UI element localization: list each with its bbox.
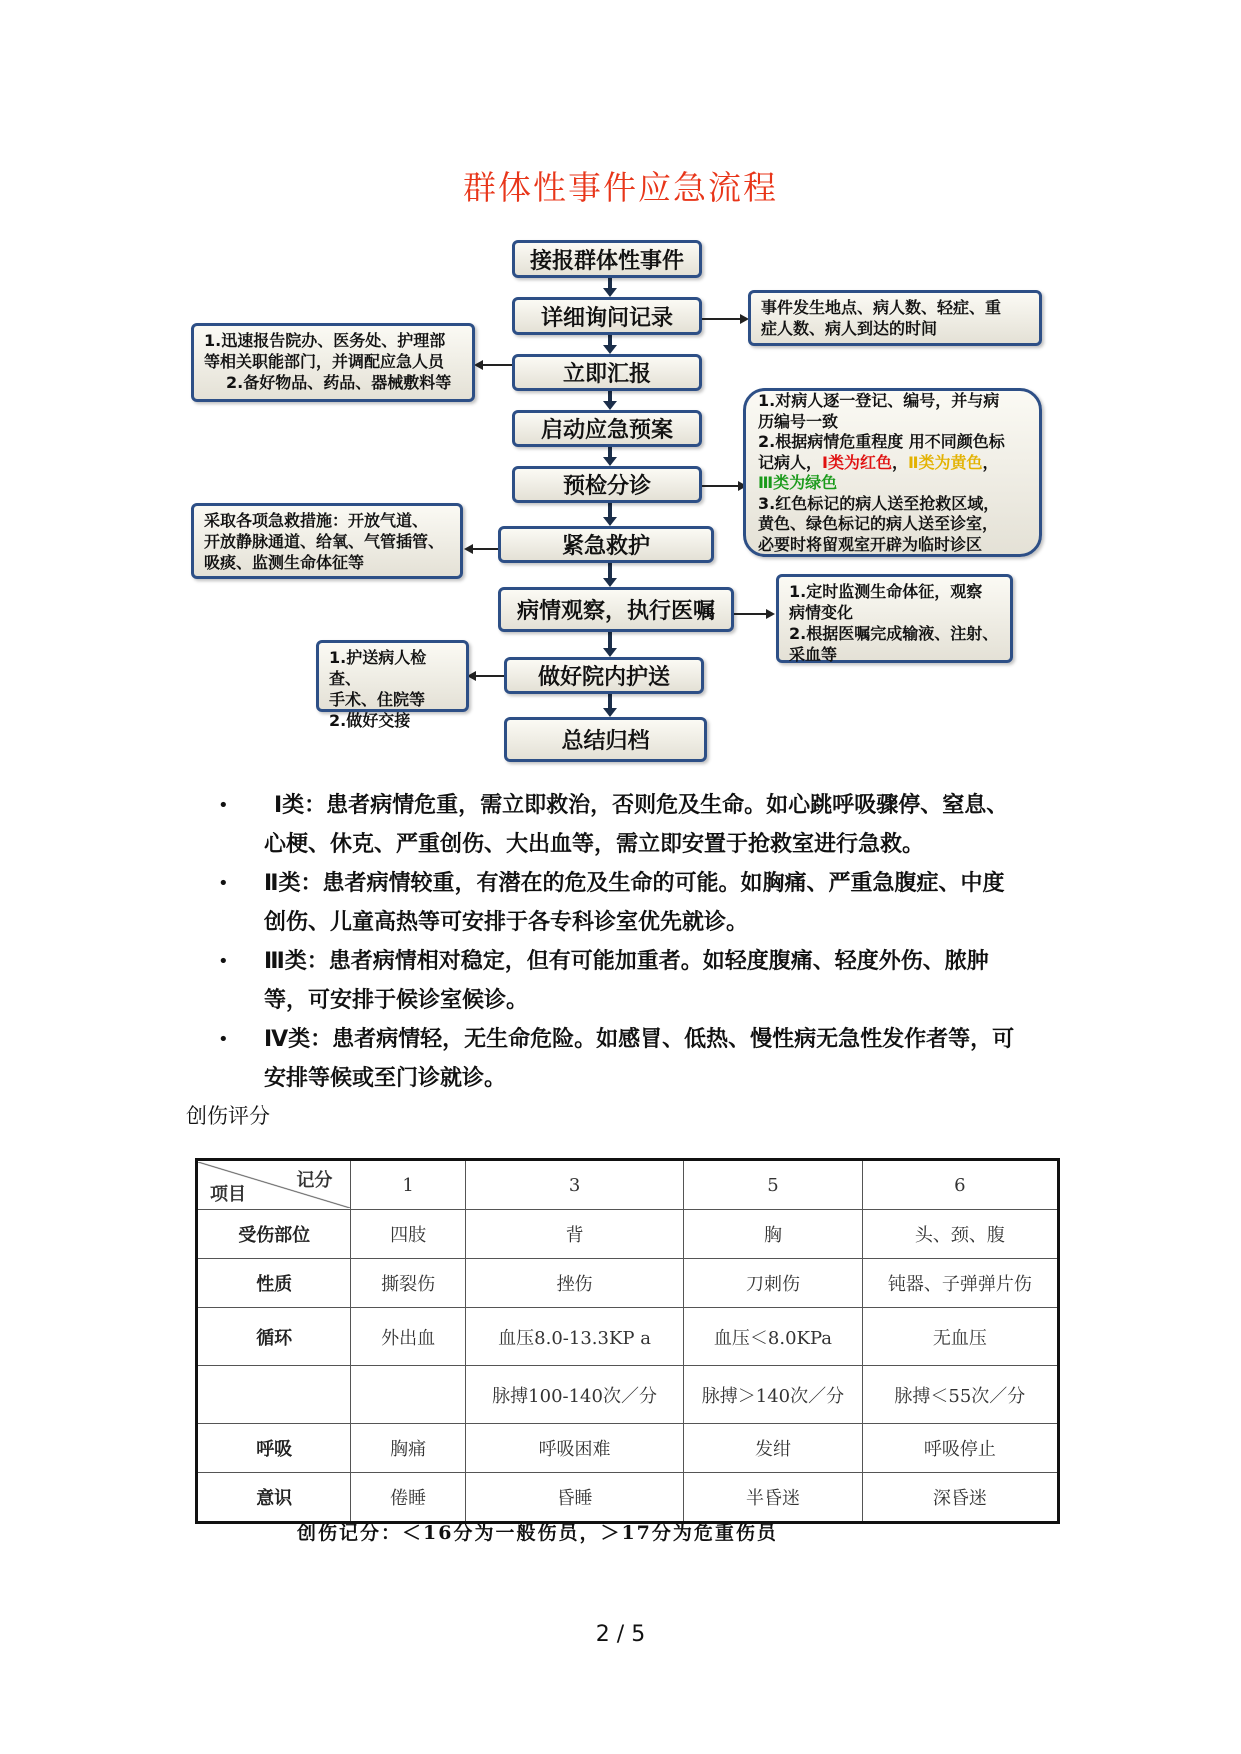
table-cell: 胸痛: [351, 1424, 466, 1473]
arrow-left-icon: [474, 360, 483, 370]
connector: [608, 632, 612, 649]
note-line: 吸痰、监测生命体征等: [204, 553, 365, 572]
note-rescue-measures: [191, 503, 463, 579]
note-triage-colors: [743, 388, 1042, 557]
arrow-down-icon: [603, 401, 617, 410]
note-line: 历编号一致: [758, 411, 839, 431]
connector: [734, 613, 768, 615]
step-triage: 预检分诊: [512, 466, 702, 503]
step-report-immediately: 立即汇报: [512, 354, 702, 391]
table-cell: 挫伤: [465, 1259, 683, 1308]
list-item-line: Ⅲ类：患者病情相对稳定，但有可能加重者。如轻度腹痛、轻度外伤、脓肿: [264, 949, 989, 974]
connector: [608, 503, 612, 518]
table-cell: 血压8.0-13.3KP a: [465, 1308, 683, 1366]
table-cell: 无血压: [862, 1308, 1058, 1366]
list-item-line: Ⅳ类：患者病情轻，无生命危险。如感冒、低热、慢性病无急性发作者等，可: [264, 1027, 1015, 1052]
arrow-down-icon: [603, 345, 617, 354]
connector: [608, 563, 612, 579]
table-cell: 昏睡: [465, 1473, 683, 1523]
step-emergency-rescue: 紧急救护: [498, 526, 714, 563]
note-line: 2.根据病情危重程度 用不同颜色标: [758, 432, 1005, 451]
step-receive-report: 接报群体性事件: [512, 240, 702, 278]
table-cell: 呼吸困难: [465, 1424, 683, 1473]
note-observation: [776, 574, 1013, 663]
classification-list: [218, 786, 1048, 1098]
table-row-label: 受伤部位: [197, 1210, 351, 1259]
connector: [608, 694, 612, 709]
table-row: [197, 1473, 1059, 1523]
table-row-label: 性质: [197, 1259, 351, 1308]
table-cell: 撕裂伤: [351, 1259, 466, 1308]
table-header-row: [197, 1160, 1059, 1210]
trauma-score-table: [195, 1158, 1060, 1524]
note-line: 1.护送病人检查、: [329, 648, 427, 688]
table-footnote: 创伤记分：＜16分为一般伤员，＞17分为危重伤员: [297, 1522, 778, 1544]
header-score-label: 记分: [296, 1170, 333, 1191]
table-row-label: 意识: [197, 1473, 351, 1523]
table-row: [197, 1308, 1059, 1366]
connector: [702, 318, 742, 320]
step-start-plan: 启动应急预案: [512, 410, 702, 447]
table-row: [197, 1259, 1059, 1308]
note-escort: [316, 640, 469, 730]
note-line: 开放静脉通道、给氧、气管插管、: [204, 532, 445, 551]
table-row-label: 呼吸: [197, 1424, 351, 1473]
table-cell: 头、颈、腹: [862, 1210, 1058, 1259]
table-cell: 刀刺伤: [684, 1259, 862, 1308]
note-line: 1.迅速报告院办、医务处、护理部: [204, 331, 446, 350]
note-line: 症人数、病人到达的时间: [761, 319, 938, 338]
note-line: 3.红色标记的病人送至抢救区域，: [758, 493, 1000, 513]
step-detailed-inquiry: 详细询问记录: [512, 297, 702, 335]
table-cell: 呼吸停止: [862, 1424, 1058, 1473]
bullet-dot: •: [218, 873, 229, 894]
table-header-corner: [197, 1160, 351, 1210]
table-cell: 脉搏＜55次／分: [862, 1366, 1058, 1424]
table-cell: 脉搏＞140次／分: [684, 1366, 862, 1424]
list-item-line: 安排等候或至门诊就诊。: [264, 1066, 507, 1091]
table-cell: 深昏迷: [862, 1473, 1058, 1523]
table-cell: 背: [465, 1210, 683, 1259]
list-item: [218, 1020, 1048, 1098]
table-row-label: 循环: [197, 1308, 351, 1366]
list-item-line: Ⅰ类：患者病情危重，需立即救治，否则危及生命。如心跳呼吸骤停、窒息、: [274, 793, 1009, 818]
note-line: 采血等: [789, 645, 838, 664]
arrow-down-icon: [603, 578, 617, 587]
section-label: 创伤评分: [186, 1104, 270, 1128]
class-1-red-label: Ⅰ类为红色: [822, 452, 892, 472]
page-title: 群体性事件应急流程: [463, 168, 778, 207]
bullet-dot: •: [218, 1029, 229, 1050]
list-item-line: 心梗、休克、严重创伤、大出血等，需立即安置于抢救室进行急救。: [264, 832, 925, 857]
table-header-cell: 1: [351, 1160, 466, 1210]
note-report-departments: [191, 323, 475, 402]
connector: [472, 548, 498, 550]
header-item-label: 项目: [210, 1184, 246, 1205]
note-line: 2.做好交接: [329, 711, 411, 730]
table-cell: [351, 1366, 466, 1424]
note-line: 记病人，Ⅰ类为红色，Ⅱ类为黄色，: [758, 452, 999, 472]
note-line: 病情变化: [789, 603, 854, 622]
note-line: 2.备好物品、药品、器械敷料等: [226, 373, 452, 392]
connector: [702, 485, 740, 487]
class-3-green-label: Ⅲ类为绿色: [758, 473, 838, 492]
step-escort: 做好院内护送: [504, 657, 704, 694]
list-item-line: 等，可安排于候诊室候诊。: [264, 988, 529, 1013]
table-row: [197, 1210, 1059, 1259]
arrow-right-icon: [766, 609, 775, 619]
arrow-left-icon: [464, 544, 473, 554]
note-text: 记病人，: [758, 452, 823, 472]
table-header-cell: 5: [684, 1160, 862, 1210]
note-record-details: [748, 290, 1042, 346]
bullet-dot: •: [218, 795, 229, 816]
step-observation: 病情观察，执行医嘱: [498, 587, 734, 632]
bullet-dot: •: [218, 951, 229, 972]
table-header-cell: 3: [465, 1160, 683, 1210]
list-item-line: 创伤、儿童高热等可安排于各专科诊室优先就诊。: [264, 910, 749, 935]
page-number: 2 / 5: [595, 1622, 646, 1647]
note-line: 采取各项急救措施：开放气道、: [204, 511, 429, 530]
note-line: 等相关职能部门，并调配应急人员: [204, 352, 445, 371]
table-cell: 外出血: [351, 1308, 466, 1366]
note-line: 1.定时监测生命体征，观察: [789, 582, 983, 601]
table-cell: 半昏迷: [684, 1473, 862, 1523]
connector: [475, 675, 504, 677]
list-item: [218, 786, 1048, 864]
table-cell: 倦睡: [351, 1473, 466, 1523]
table-header-cell: 6: [862, 1160, 1058, 1210]
arrow-down-icon: [603, 517, 617, 526]
note-line: 2.根据医嘱完成输液、注射、: [789, 624, 999, 643]
note-line: [758, 473, 1027, 494]
note-line: 必要时将留观室开辟为临时诊区: [758, 534, 983, 554]
arrow-down-icon: [603, 708, 617, 717]
table-row-label: [197, 1366, 351, 1424]
table-row: [197, 1366, 1059, 1424]
step-archive: 总结归档: [504, 717, 707, 762]
table-row: [197, 1424, 1059, 1473]
table-cell: 钝器、子弹弹片伤: [862, 1259, 1058, 1308]
table-cell: 四肢: [351, 1210, 466, 1259]
note-line: 1.对病人逐一登记、编号，并与病: [758, 391, 1000, 410]
list-item: [218, 864, 1048, 942]
arrow-down-icon: [603, 288, 617, 297]
note-text: ，: [982, 452, 999, 472]
arrow-down-icon: [603, 457, 617, 466]
note-line: 黄色、绿色标记的病人送至诊室，: [758, 514, 999, 533]
list-item-line: Ⅱ类：患者病情较重，有潜在的危及生命的可能。如胸痛、严重急腹症、中度: [264, 871, 1005, 896]
connector: [482, 364, 512, 366]
note-line: 事件发生地点、病人数、轻症、重: [761, 298, 1002, 317]
class-2-yellow-label: Ⅱ类为黄色: [908, 452, 983, 472]
table-cell: 脉搏100-140次／分: [465, 1366, 683, 1424]
list-item: [218, 942, 1048, 1020]
table-cell: 胸: [684, 1210, 862, 1259]
arrow-down-icon: [603, 648, 617, 657]
table-cell: 发绀: [684, 1424, 862, 1473]
note-line: 手术、住院等: [329, 690, 426, 709]
table-cell: 血压＜8.0KPa: [684, 1308, 862, 1366]
